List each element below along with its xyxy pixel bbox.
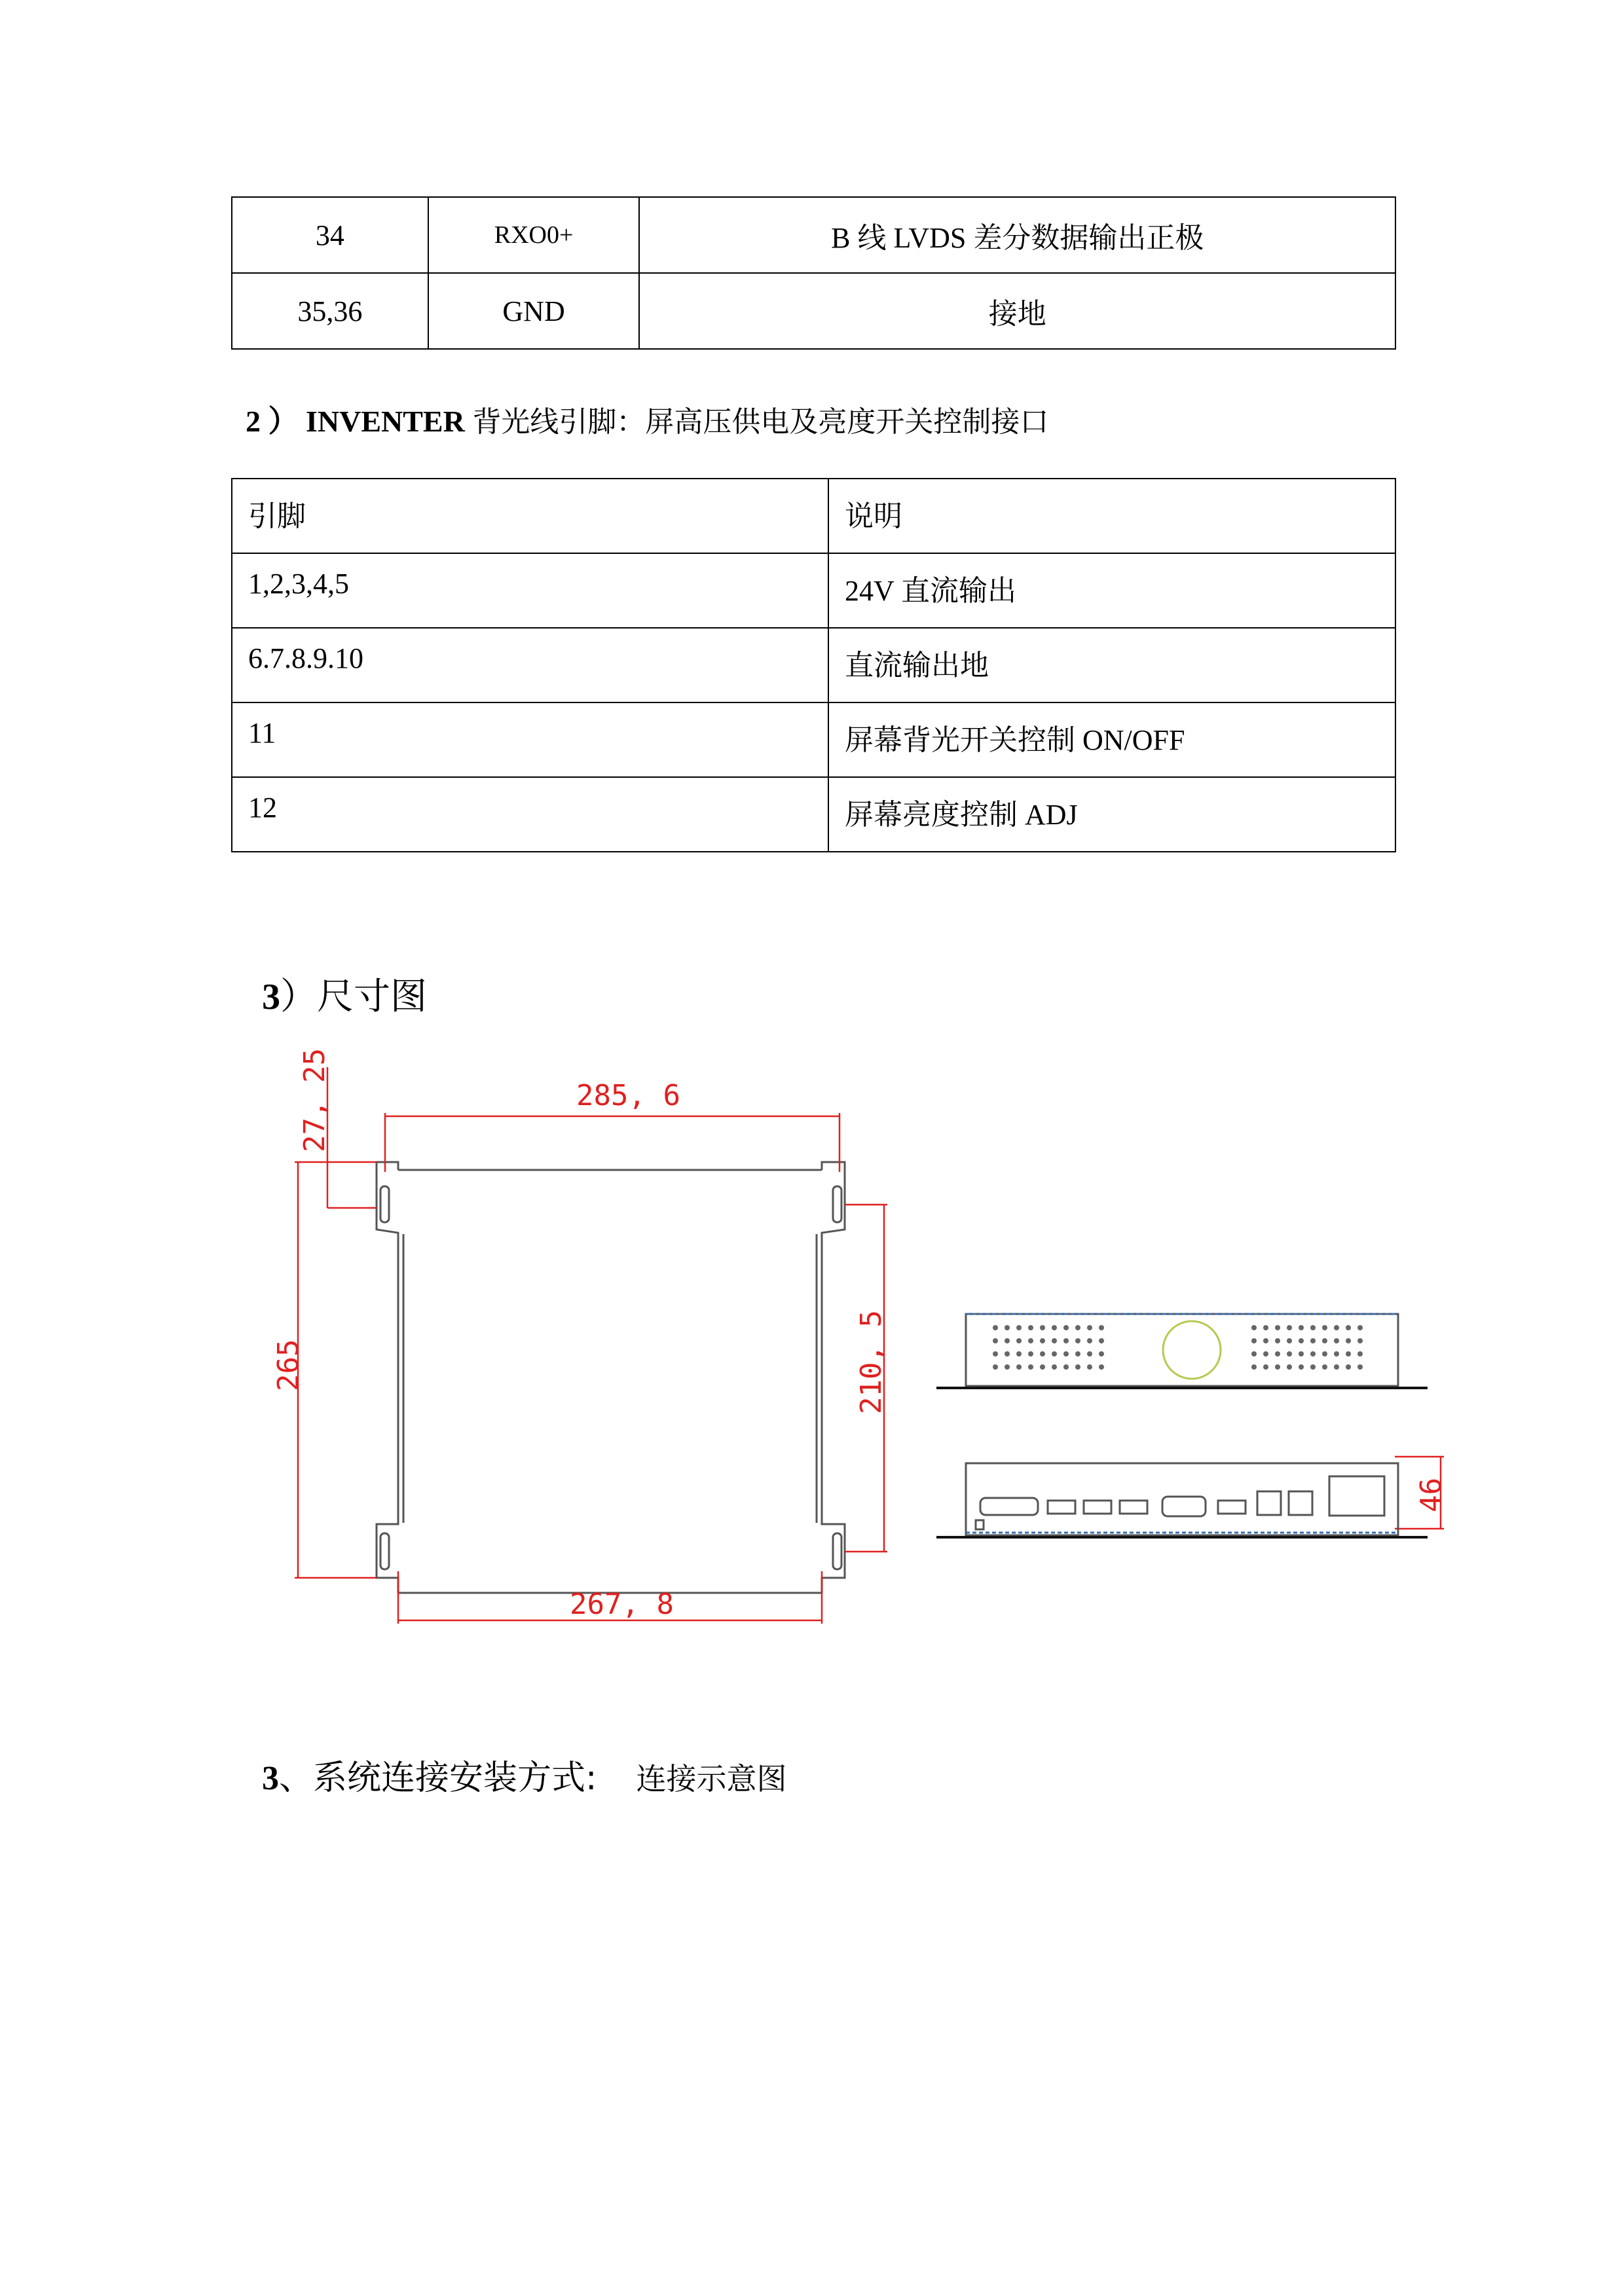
vent-hole — [1322, 1338, 1327, 1343]
table-row — [232, 273, 1395, 349]
vent-hole — [1075, 1351, 1080, 1357]
vent-hole — [1334, 1364, 1339, 1370]
vent-hole — [1251, 1351, 1257, 1357]
vent-hole — [1287, 1338, 1292, 1343]
vent-hole — [1099, 1364, 1104, 1370]
vent-hole — [1263, 1364, 1268, 1370]
vent-hole — [1357, 1325, 1363, 1330]
vent-hole — [993, 1364, 998, 1370]
section-title: 系统连接安装方式: — [313, 1758, 597, 1798]
column-header-description: 说明 — [828, 479, 1395, 553]
vent-hole — [1075, 1364, 1080, 1370]
signal-cell: RXO0+ — [428, 197, 640, 273]
power-port — [1329, 1476, 1384, 1516]
vent-hole — [1028, 1325, 1033, 1330]
inverter-pin-table — [231, 478, 1396, 852]
screw-hole — [976, 1520, 984, 1529]
vent-hole — [1346, 1325, 1351, 1330]
top-view — [936, 1314, 1428, 1388]
lan-port — [1257, 1491, 1281, 1515]
pin-cell: 34 — [232, 197, 428, 273]
vent-hole — [1275, 1351, 1280, 1357]
usb-port — [1120, 1501, 1147, 1514]
vent-hole — [1016, 1325, 1022, 1330]
com-port — [1162, 1497, 1206, 1516]
side-depth-label: 46 — [1414, 1478, 1448, 1512]
vent-hole — [1287, 1364, 1292, 1370]
vent-hole — [1334, 1351, 1339, 1357]
table-row — [232, 628, 1395, 702]
vent-hole — [1346, 1364, 1351, 1370]
dimension-drawing — [0, 1028, 1624, 1656]
total-height-label: 265 — [272, 1339, 305, 1391]
vent-hole — [1087, 1325, 1092, 1330]
lvds-pin-table — [231, 196, 1396, 350]
vent-hole — [1005, 1364, 1010, 1370]
description-cell: 24V 直流输出 — [828, 553, 1395, 628]
pin-cell: 6.7.8.9.10 — [232, 628, 828, 702]
vent-hole — [1275, 1325, 1280, 1330]
vent-hole — [1099, 1325, 1104, 1330]
section-title-bold: INVENTER — [306, 405, 465, 438]
vent-hole — [1263, 1338, 1268, 1343]
section-title: 尺寸图 — [317, 975, 427, 1018]
vent-hole — [1028, 1364, 1033, 1370]
section-bracket: ） — [280, 975, 317, 1018]
vent-hole — [1087, 1364, 1092, 1370]
vent-hole — [1040, 1325, 1045, 1330]
hole-spacing-label: 210, 5 — [855, 1310, 888, 1414]
vent-hole — [1028, 1351, 1033, 1357]
section-number: 2 — [246, 405, 261, 438]
vent-hole — [1287, 1325, 1292, 1330]
section-number: 3 — [262, 1760, 279, 1797]
pin-cell: 1,2,3,4,5 — [232, 553, 828, 628]
vent-hole — [1016, 1338, 1022, 1343]
vent-hole — [1346, 1351, 1351, 1357]
vent-hole — [1052, 1338, 1057, 1343]
description-cell: 屏幕背光开关控制 ON/OFF — [828, 702, 1395, 777]
description-cell: 直流输出地 — [828, 628, 1395, 702]
vent-hole — [993, 1351, 998, 1357]
table-row — [232, 197, 1395, 273]
vent-hole — [1251, 1364, 1257, 1370]
table-header-row — [232, 479, 1395, 553]
vent-hole — [1005, 1351, 1010, 1357]
vent-hole — [1099, 1351, 1104, 1357]
vent-hole — [1334, 1338, 1339, 1343]
description-cell: 接地 — [639, 273, 1395, 349]
vent-holes — [993, 1325, 1363, 1370]
vent-hole — [1299, 1351, 1304, 1357]
vent-hole — [1251, 1338, 1257, 1343]
vent-hole — [1322, 1325, 1327, 1330]
vent-hole — [1299, 1364, 1304, 1370]
usb-port — [1218, 1501, 1246, 1514]
vent-hole — [1005, 1325, 1010, 1330]
pin-cell: 11 — [232, 702, 828, 777]
vent-hole — [1263, 1325, 1268, 1330]
top-width-label: 285, 6 — [576, 1079, 680, 1112]
top-offset-label: 27, 25 — [298, 1048, 331, 1152]
vent-hole — [993, 1338, 998, 1343]
usb-port — [1048, 1501, 1075, 1514]
vent-hole — [1275, 1364, 1280, 1370]
vent-hole — [1357, 1351, 1363, 1357]
inverter-section-heading — [246, 397, 1048, 441]
section-title: 背光线引脚：屏高压供电及亮度开关控制接口 — [472, 405, 1049, 439]
vent-hole — [1040, 1351, 1045, 1357]
vent-hole — [993, 1325, 998, 1330]
description-cell: 屏幕亮度控制 ADJ — [828, 777, 1395, 852]
vent-hole — [1310, 1351, 1316, 1357]
bottom-width-label: 267, 8 — [570, 1588, 674, 1621]
vent-hole — [1063, 1338, 1069, 1343]
dimension-section-heading — [262, 968, 427, 1020]
vent-hole — [1251, 1325, 1257, 1330]
vent-hole — [1322, 1351, 1327, 1357]
vent-hole — [1287, 1351, 1292, 1357]
vent-hole — [1016, 1351, 1022, 1357]
vent-hole — [1310, 1338, 1316, 1343]
column-header-pin: 引脚 — [232, 479, 828, 553]
table-row — [232, 553, 1395, 628]
section-number: 3 — [262, 977, 280, 1017]
vent-hole — [1334, 1325, 1339, 1330]
vent-hole — [1357, 1338, 1363, 1343]
vent-hole — [1040, 1338, 1045, 1343]
vent-hole — [1275, 1338, 1280, 1343]
vent-hole — [1063, 1325, 1069, 1330]
vent-hole — [1263, 1351, 1268, 1357]
vent-hole — [1016, 1364, 1022, 1370]
side-view — [936, 1463, 1428, 1537]
usb-port — [1084, 1501, 1111, 1514]
table-row — [232, 777, 1395, 852]
vent-hole — [1087, 1338, 1092, 1343]
vent-hole — [1346, 1338, 1351, 1343]
description-cell: B 线 LVDS 差分数据输出正极 — [639, 197, 1395, 273]
section-separator: 、 — [279, 1758, 314, 1798]
vent-hole — [1052, 1325, 1057, 1330]
pin-cell: 35,36 — [232, 273, 428, 349]
vent-hole — [1310, 1364, 1316, 1370]
vent-hole — [1299, 1338, 1304, 1343]
front-panel-outline — [377, 1162, 845, 1593]
vent-hole — [1087, 1351, 1092, 1357]
vent-hole — [1299, 1325, 1304, 1330]
vga-port — [980, 1498, 1038, 1515]
vent-hole — [1028, 1338, 1033, 1343]
signal-cell: GND — [428, 273, 640, 349]
vent-hole — [1357, 1364, 1363, 1370]
section-bracket: ） — [268, 405, 299, 438]
table-row — [232, 702, 1395, 777]
vent-hole — [1063, 1364, 1069, 1370]
vent-hole — [1005, 1338, 1010, 1343]
lan-port — [1289, 1491, 1312, 1515]
vent-hole — [1063, 1351, 1069, 1357]
vent-hole — [1040, 1364, 1045, 1370]
connection-section-heading — [262, 1750, 787, 1799]
pin-cell: 12 — [232, 777, 828, 852]
vent-hole — [1075, 1325, 1080, 1330]
vent-hole — [1052, 1351, 1057, 1357]
section-subtitle: 连接示意图 — [636, 1761, 787, 1796]
vent-hole — [1099, 1338, 1104, 1343]
vent-hole — [1322, 1364, 1327, 1370]
vent-hole — [1310, 1325, 1316, 1330]
vent-hole — [1075, 1338, 1080, 1343]
vent-hole — [1052, 1364, 1057, 1370]
